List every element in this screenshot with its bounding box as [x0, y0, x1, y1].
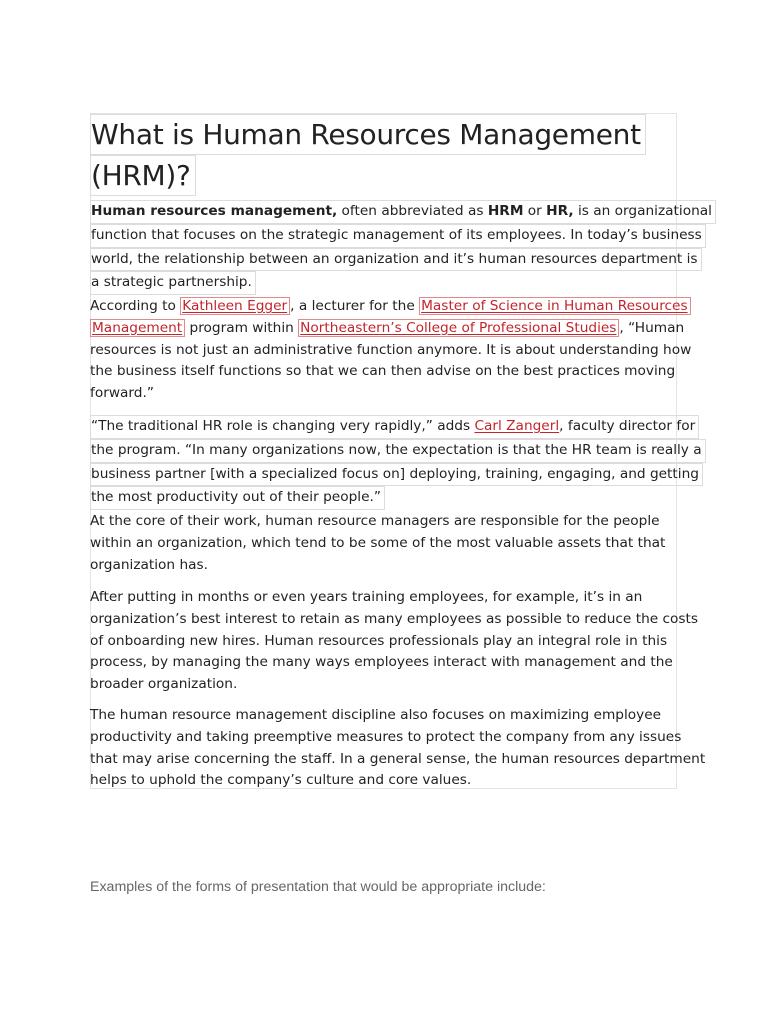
presentation-examples-text: Examples of the forms of presentation that would be appropriate include: — [90, 879, 546, 895]
text-line: productivity and taking preemptive measures to protect the company from any issues — [90, 728, 682, 745]
link-master-of-science-hr[interactable]: Management — [90, 319, 185, 337]
paragraph-discipline — [90, 705, 706, 792]
text-span: program within — [185, 319, 299, 336]
paragraph-core-work — [90, 511, 680, 576]
text-line: the business itself functions so that we can then advise on the best practices moving — [90, 363, 676, 380]
text-line: business partner [with a specialized focus on] deploying, training, engaging, and getting — [90, 463, 703, 487]
text-line — [90, 415, 699, 439]
paragraph-quote-zangerl — [90, 415, 702, 510]
text-line: After putting in months or even years training employees, for example, it’s in an — [90, 589, 643, 605]
text-line: a strategic partnership. — [90, 271, 256, 295]
text-line: process, by managing the many ways employees interact with management and the — [90, 654, 673, 671]
text-line: function that focuses on the strategic management of its employees. In today’s business — [90, 224, 706, 248]
link-carl-zangerl[interactable]: Carl Zangerl — [474, 418, 560, 434]
text-line: the most productivity out of their people.” — [90, 486, 385, 510]
text-span: , faculty director for — [559, 418, 696, 434]
text-line — [90, 296, 691, 318]
text-span: or — [523, 203, 547, 219]
bold-term: HRM — [487, 203, 524, 219]
text-line: the program. “In many organizations now, the expectation is that the HR team is really a — [90, 439, 706, 463]
text-line: At the core of their work, human resource managers are responsible for the people — [90, 513, 660, 529]
bold-term: Human resources management, — [91, 203, 338, 219]
link-master-of-science-hr[interactable]: Master of Science in Human Resources — [419, 297, 691, 315]
text-line — [90, 318, 684, 340]
text-line: The human resource management discipline also focuses on maximizing employee — [90, 707, 662, 723]
bold-term: HR, — [546, 203, 574, 219]
text-line: of onboarding new hires. Human resources professionals play an integral role in this — [90, 632, 668, 649]
paragraph-retention — [90, 587, 699, 696]
link-kathleen-egger[interactable]: Kathleen Egger — [180, 297, 290, 315]
text-span: According to — [90, 298, 181, 314]
text-line: within an organization, which tend to be some of the most valuable assets that that — [90, 534, 666, 551]
link-northeastern-cps[interactable]: Northeastern’s College of Professional Studies — [298, 319, 619, 337]
text-line: organization has. — [90, 556, 209, 573]
text-span: “The traditional HR role is changing very rapidly,” adds — [91, 418, 475, 434]
paragraph-quote-egger — [90, 296, 692, 405]
text-span: often abbreviated as — [337, 203, 488, 219]
text-line: organization’s best interest to retain as many employees as possible to reduce the costs — [90, 610, 699, 627]
page-title — [90, 114, 680, 196]
text-line: broader organization. — [90, 676, 238, 693]
text-line: that may arise concerning the staff. In a general sense, the human resources department — [90, 750, 706, 767]
text-line — [90, 200, 716, 224]
text-span: , a lecturer for the — [290, 298, 420, 314]
text-line: world, the relationship between an organization and it’s human resources department is — [90, 248, 702, 272]
title-line: (HRM)? — [90, 155, 196, 196]
paragraph-definition — [90, 200, 712, 295]
text-line: helps to uphold the company’s culture and core values. — [90, 772, 472, 789]
text-line: resources is not just an administrative function anymore. It is about understanding how — [90, 341, 692, 358]
title-line: What is Human Resources Management — [90, 114, 646, 155]
text-line: forward.” — [90, 385, 154, 402]
text-span: is an organizational — [573, 203, 712, 219]
text-span: , “Human — [619, 319, 685, 336]
